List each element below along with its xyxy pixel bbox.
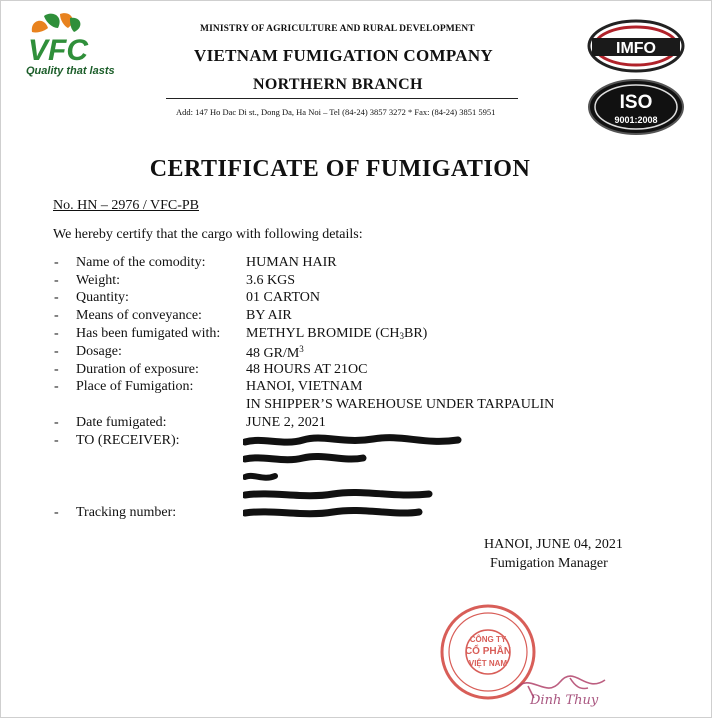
- bullet-dash: -: [54, 326, 59, 341]
- weight-value: 3.6 KGS: [246, 273, 296, 288]
- svg-text:VIỆT NAM: VIỆT NAM: [468, 659, 508, 668]
- redacted-receiver-unit: [243, 470, 279, 484]
- place-value-line2: IN SHIPPER’S WAREHOUSE UNDER TARPAULIN: [246, 397, 555, 412]
- bullet-dash: -: [54, 379, 59, 394]
- date-value: JUNE 2, 2021: [246, 415, 326, 430]
- duration-value: 48 HOURS AT 21OC: [246, 362, 368, 377]
- company-name: VIETNAM FUMIGATION COMPANY: [194, 46, 493, 65]
- bullet-dash: -: [54, 505, 59, 520]
- signature-place-date: HANOI, JUNE 04, 2021: [484, 537, 623, 552]
- vfc-logo: [22, 10, 162, 80]
- company-seal: [410, 590, 630, 718]
- branch-name: NORTHERN BRANCH: [253, 76, 423, 93]
- svg-text:CÔNG TY: CÔNG TY: [469, 635, 507, 644]
- commodity-label: Name of the comodity:: [76, 255, 206, 270]
- svg-text:Dinh Thuy: Dinh Thuy: [530, 693, 599, 708]
- redacted-receiver-city: [243, 488, 433, 502]
- quantity-label: Quantity:: [76, 290, 129, 305]
- commodity-value: HUMAN HAIR: [246, 255, 337, 270]
- conveyance-label: Means of conveyance:: [76, 308, 202, 323]
- bullet-dash: -: [54, 308, 59, 323]
- place-label: Place of Fumigation:: [76, 379, 194, 394]
- tracking-label: Tracking number:: [76, 505, 177, 520]
- fumigant-value: [246, 326, 427, 342]
- fumigant-value-end: BR): [403, 326, 428, 341]
- quantity-value: 01 CARTON: [246, 290, 320, 305]
- bullet-dash: -: [54, 415, 59, 430]
- signature-role: Fumigation Manager: [490, 556, 608, 571]
- weight-label: Weight:: [76, 273, 120, 288]
- svg-text:CỔ PHẦN: CỔ PHẦN: [464, 646, 512, 657]
- ministry-name: MINISTRY OF AGRICULTURE AND RURAL DEVELOPMENT: [200, 24, 475, 34]
- date-label: Date fumigated:: [76, 415, 167, 430]
- bullet-dash: -: [54, 255, 59, 270]
- certificate-number: No. HN – 2976 / VFC-PB: [53, 198, 199, 213]
- certificate-title: CERTIFICATE OF FUMIGATION: [149, 156, 531, 182]
- iso-logo: [586, 78, 686, 136]
- header-divider: [166, 98, 518, 99]
- fumigant-label: Has been fumigated with:: [76, 326, 221, 341]
- vfc-logo-text: VFC: [28, 34, 88, 67]
- redacted-receiver-street: [243, 452, 368, 466]
- redacted-tracking-number: [243, 506, 423, 520]
- fumigant-value-main: METHYL BROMIDE (CH: [246, 326, 400, 341]
- iso-logo-sub: 9001:2008: [614, 115, 658, 125]
- redacted-receiver-name: [243, 434, 463, 448]
- leaf-icon: [32, 13, 81, 32]
- dosage-value-superscript: 3: [299, 344, 304, 354]
- fumigant-value-subscript: 3: [399, 331, 404, 341]
- company-address: Add: 147 Ho Dac Di st., Dong Da, Ha Noi – Tel (84-24) 3857 3272 * Fax: (84-24) 3851 5951: [176, 107, 496, 117]
- place-value-line1: HANOI, VIETNAM: [246, 379, 363, 394]
- conveyance-value: BY AIR: [246, 308, 292, 323]
- dosage-value-main: 48 GR/M: [246, 346, 300, 361]
- imfo-logo-text: IMFO: [616, 40, 656, 57]
- bullet-dash: -: [54, 344, 59, 359]
- dosage-value: [246, 344, 304, 362]
- vfc-tagline: Quality that lasts: [26, 65, 115, 77]
- bullet-dash: -: [54, 290, 59, 305]
- bullet-dash: -: [54, 273, 59, 288]
- dosage-label: Dosage:: [76, 344, 122, 359]
- certificate-intro: We hereby certify that the cargo with following details:: [53, 227, 363, 242]
- receiver-label: TO (RECEIVER):: [76, 433, 180, 448]
- seal-text: [465, 635, 511, 668]
- bullet-dash: -: [54, 433, 59, 448]
- bullet-dash: -: [54, 362, 59, 377]
- iso-logo-text: ISO: [619, 92, 653, 113]
- duration-label: Duration of exposure:: [76, 362, 199, 377]
- imfo-logo: [586, 18, 686, 74]
